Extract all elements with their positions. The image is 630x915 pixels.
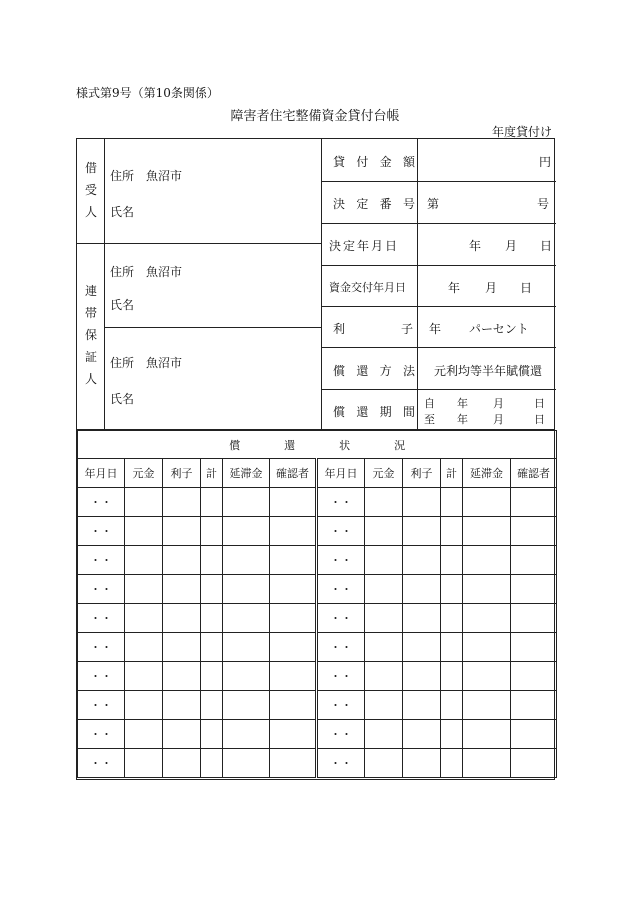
divider xyxy=(321,223,556,224)
value-cell xyxy=(201,662,223,691)
percent-unit: パーセント xyxy=(469,322,529,336)
value-cell xyxy=(270,546,317,575)
value-cell xyxy=(201,488,223,517)
repayment-row xyxy=(78,575,557,604)
repayment-row xyxy=(78,662,557,691)
guarantor-1-address: 住所 魚沼市 xyxy=(110,265,183,279)
value-cell xyxy=(463,488,511,517)
value-cell xyxy=(365,749,403,778)
repayment-status-table xyxy=(76,430,555,780)
year-unit: 年 xyxy=(448,281,461,295)
date-cell: ・・ xyxy=(317,662,365,691)
date-cell: ・・ xyxy=(78,604,125,633)
decision-number-suffix: 号 xyxy=(537,197,550,211)
repayment-row xyxy=(78,749,557,778)
value-cell xyxy=(125,546,163,575)
value-cell xyxy=(223,575,270,604)
value-cell xyxy=(163,749,201,778)
loan-ledger-table xyxy=(76,138,555,430)
value-cell xyxy=(441,749,463,778)
divider xyxy=(321,139,322,429)
value-cell xyxy=(270,604,317,633)
value-cell xyxy=(125,749,163,778)
value-cell xyxy=(441,662,463,691)
repayment-row xyxy=(78,604,557,633)
value-cell xyxy=(463,691,511,720)
year-unit: 年 xyxy=(469,239,482,253)
date-cell: ・・ xyxy=(317,749,365,778)
value-cell xyxy=(125,575,163,604)
loan-amount-unit: 円 xyxy=(539,155,552,169)
date-cell: ・・ xyxy=(78,691,125,720)
value-cell xyxy=(163,633,201,662)
value-cell xyxy=(403,488,441,517)
day-unit: 日 xyxy=(534,413,545,426)
decision-number-label: 決 定 番 号 xyxy=(333,197,415,211)
value-cell xyxy=(365,604,403,633)
value-cell xyxy=(403,546,441,575)
value-cell xyxy=(463,517,511,546)
value-cell xyxy=(403,633,441,662)
value-cell xyxy=(403,720,441,749)
divider xyxy=(321,181,556,182)
borrower-name: 氏名 xyxy=(110,205,135,219)
value-cell xyxy=(223,720,270,749)
value-cell xyxy=(463,575,511,604)
day-unit: 日 xyxy=(534,397,545,410)
value-cell xyxy=(365,633,403,662)
value-cell xyxy=(511,633,557,662)
value-cell xyxy=(223,691,270,720)
value-cell xyxy=(163,517,201,546)
value-cell xyxy=(223,633,270,662)
repayment-row xyxy=(78,517,557,546)
value-cell xyxy=(403,604,441,633)
value-cell xyxy=(270,517,317,546)
date-cell: ・・ xyxy=(78,749,125,778)
value-cell xyxy=(270,488,317,517)
value-cell xyxy=(223,517,270,546)
value-cell xyxy=(201,546,223,575)
value-cell xyxy=(441,575,463,604)
value-cell xyxy=(270,662,317,691)
period-from-label: 自 xyxy=(424,397,435,410)
column-header: 年月日 xyxy=(317,459,365,488)
decision-number-prefix: 第 xyxy=(427,197,440,211)
repayment-status-title: 償 還 状 況 xyxy=(78,431,557,459)
value-cell xyxy=(365,546,403,575)
date-cell: ・・ xyxy=(317,488,365,517)
date-cell: ・・ xyxy=(317,720,365,749)
value-cell xyxy=(223,546,270,575)
value-cell xyxy=(201,691,223,720)
value-cell xyxy=(201,604,223,633)
column-header: 延滞金 xyxy=(223,459,270,488)
value-cell xyxy=(201,749,223,778)
value-cell xyxy=(511,604,557,633)
divider xyxy=(104,327,321,328)
value-cell xyxy=(441,720,463,749)
column-header: 元金 xyxy=(365,459,403,488)
date-cell: ・・ xyxy=(317,633,365,662)
column-header: 年月日 xyxy=(78,459,125,488)
value-cell xyxy=(270,633,317,662)
repayment-row xyxy=(78,546,557,575)
borrower-label: 借 受 人 xyxy=(84,161,97,219)
value-cell xyxy=(511,488,557,517)
value-cell xyxy=(441,691,463,720)
repayment-row xyxy=(78,720,557,749)
borrower-address: 住所 魚沼市 xyxy=(110,169,183,183)
value-cell xyxy=(365,691,403,720)
date-cell: ・・ xyxy=(78,720,125,749)
value-cell xyxy=(223,749,270,778)
value-cell xyxy=(441,633,463,662)
value-cell xyxy=(163,662,201,691)
column-header: 延滞金 xyxy=(463,459,511,488)
interest-label-right: 子 xyxy=(401,322,414,336)
value-cell xyxy=(163,691,201,720)
value-cell xyxy=(403,575,441,604)
repayment-row xyxy=(78,633,557,662)
value-cell xyxy=(270,575,317,604)
value-cell xyxy=(125,662,163,691)
value-cell xyxy=(270,691,317,720)
column-header: 確認者 xyxy=(270,459,317,488)
month-unit: 月 xyxy=(493,413,504,426)
value-cell xyxy=(125,604,163,633)
value-cell xyxy=(463,662,511,691)
value-cell xyxy=(511,720,557,749)
column-header: 計 xyxy=(441,459,463,488)
value-cell xyxy=(163,488,201,517)
value-cell xyxy=(163,575,201,604)
page-title: 障害者住宅整備資金貸付台帳 xyxy=(230,109,400,124)
date-cell: ・・ xyxy=(317,604,365,633)
value-cell xyxy=(125,517,163,546)
value-cell xyxy=(125,691,163,720)
disbursement-date-label: 資金交付年月日 xyxy=(329,281,406,294)
repayment-period-label: 償 還 期 間 xyxy=(333,405,415,419)
value-cell xyxy=(403,749,441,778)
column-header: 利子 xyxy=(403,459,441,488)
date-cell: ・・ xyxy=(317,517,365,546)
value-cell xyxy=(511,662,557,691)
date-cell: ・・ xyxy=(78,575,125,604)
value-cell xyxy=(201,720,223,749)
interest-label-left: 利 xyxy=(333,322,346,336)
decision-date-label: 決定年月日 xyxy=(329,239,400,253)
date-cell: ・・ xyxy=(317,546,365,575)
value-cell xyxy=(463,720,511,749)
value-cell xyxy=(223,488,270,517)
guarantor-1-name: 氏名 xyxy=(110,298,135,312)
period-to-label: 至 xyxy=(424,413,435,426)
value-cell xyxy=(511,691,557,720)
fiscal-year-label: 年度貸付け xyxy=(491,125,552,139)
divider xyxy=(417,139,418,429)
date-cell: ・・ xyxy=(317,691,365,720)
column-header: 利子 xyxy=(163,459,201,488)
year-unit: 年 xyxy=(457,413,468,426)
value-cell xyxy=(270,749,317,778)
value-cell xyxy=(163,720,201,749)
form-number: 様式第9号（第10条関係） xyxy=(76,86,219,100)
divider xyxy=(77,243,321,244)
guarantor-2-address: 住所 魚沼市 xyxy=(110,356,183,370)
guarantor-label: 連 帯 保 証 人 xyxy=(84,284,97,386)
value-cell xyxy=(223,662,270,691)
day-unit: 日 xyxy=(540,239,553,253)
repayment-method-label: 償 還 方 法 xyxy=(333,364,415,378)
date-cell: ・・ xyxy=(78,662,125,691)
value-cell xyxy=(463,749,511,778)
year-unit: 年 xyxy=(429,322,442,336)
date-cell: ・・ xyxy=(317,575,365,604)
divider xyxy=(321,306,556,307)
value-cell xyxy=(201,633,223,662)
month-unit: 月 xyxy=(485,281,498,295)
divider xyxy=(321,347,556,348)
date-cell: ・・ xyxy=(78,517,125,546)
day-unit: 日 xyxy=(520,281,533,295)
year-unit: 年 xyxy=(457,397,468,410)
value-cell xyxy=(163,546,201,575)
value-cell xyxy=(463,633,511,662)
value-cell xyxy=(365,517,403,546)
value-cell xyxy=(441,517,463,546)
month-unit: 月 xyxy=(493,397,504,410)
column-header: 計 xyxy=(201,459,223,488)
value-cell xyxy=(511,749,557,778)
value-cell xyxy=(125,720,163,749)
value-cell xyxy=(441,488,463,517)
value-cell xyxy=(125,633,163,662)
value-cell xyxy=(403,517,441,546)
value-cell xyxy=(365,662,403,691)
divider xyxy=(321,265,556,266)
value-cell xyxy=(201,575,223,604)
date-cell: ・・ xyxy=(78,633,125,662)
value-cell xyxy=(125,488,163,517)
date-cell: ・・ xyxy=(78,546,125,575)
value-cell xyxy=(365,575,403,604)
value-cell xyxy=(511,517,557,546)
repayment-header-row xyxy=(78,459,557,488)
value-cell xyxy=(403,691,441,720)
value-cell xyxy=(511,546,557,575)
value-cell xyxy=(223,604,270,633)
value-cell xyxy=(463,604,511,633)
date-cell: ・・ xyxy=(78,488,125,517)
value-cell xyxy=(365,488,403,517)
repayment-row xyxy=(78,691,557,720)
value-cell xyxy=(441,604,463,633)
value-cell xyxy=(163,604,201,633)
value-cell xyxy=(463,546,511,575)
value-cell xyxy=(365,720,403,749)
column-header: 確認者 xyxy=(511,459,557,488)
repayment-row xyxy=(78,488,557,517)
guarantor-2-name: 氏名 xyxy=(110,392,135,406)
value-cell xyxy=(403,662,441,691)
value-cell xyxy=(511,575,557,604)
value-cell xyxy=(201,517,223,546)
column-header: 元金 xyxy=(125,459,163,488)
loan-amount-label: 貸 付 金 額 xyxy=(333,155,415,169)
value-cell xyxy=(441,546,463,575)
month-unit: 月 xyxy=(505,239,518,253)
value-cell xyxy=(270,720,317,749)
repayment-method-value: 元利均等半年賦償還 xyxy=(434,364,543,378)
divider xyxy=(321,389,556,390)
